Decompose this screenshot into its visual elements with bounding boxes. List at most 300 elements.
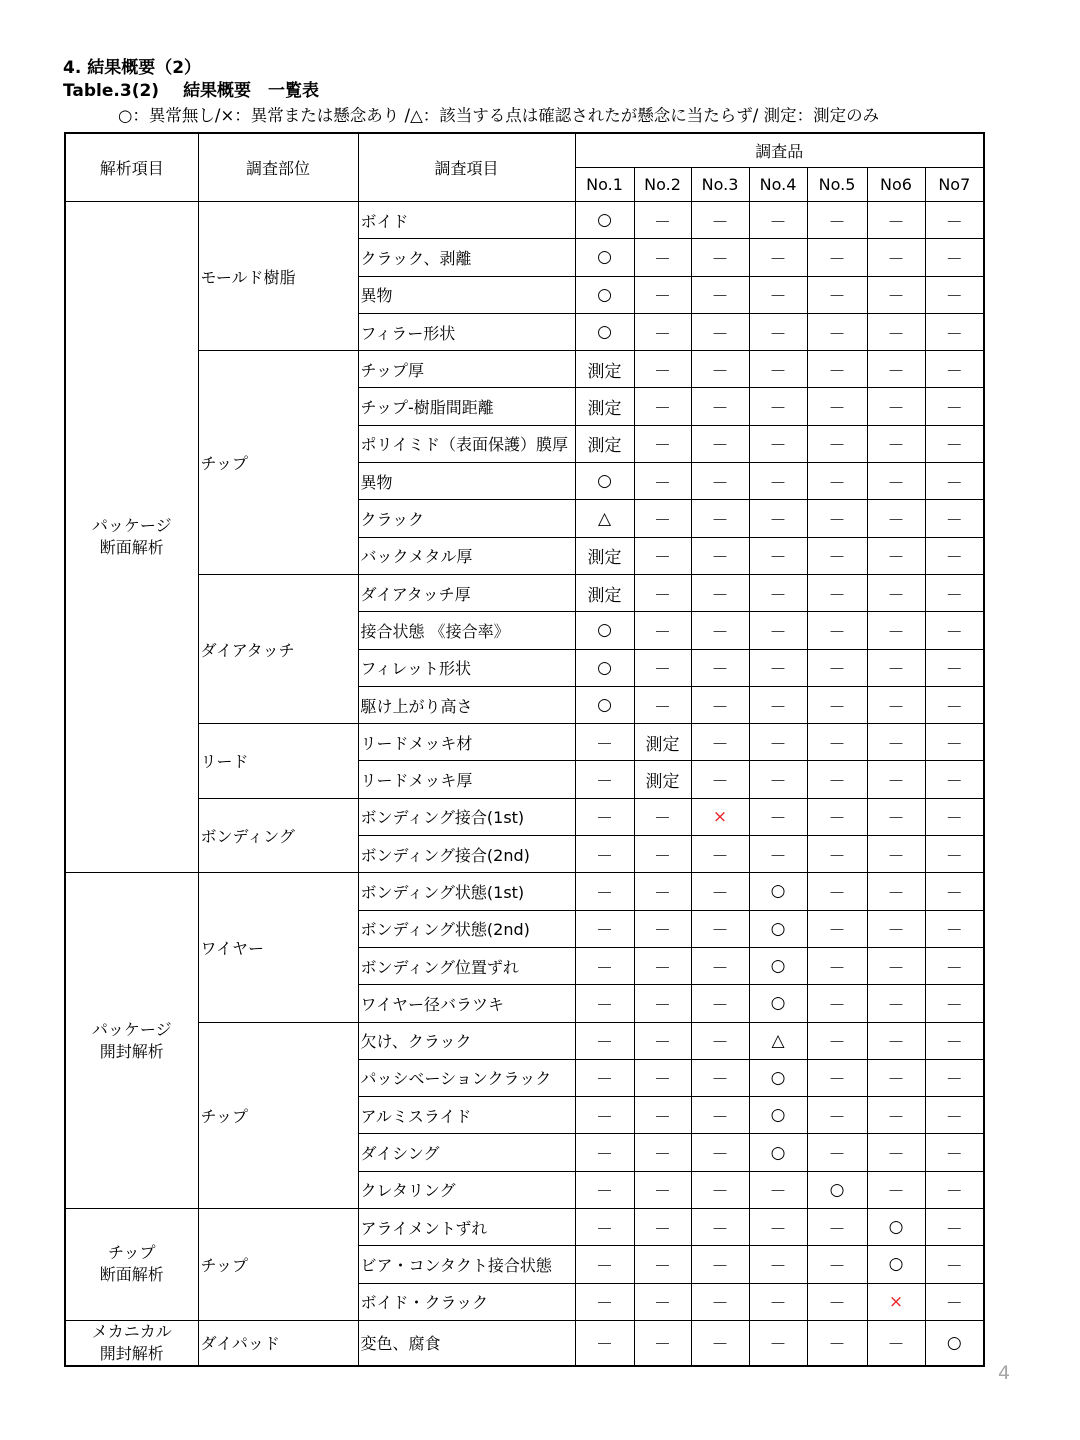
result-cell (691, 873, 749, 910)
result-cell (634, 612, 691, 649)
result-cell (807, 313, 867, 350)
result-cell (925, 947, 984, 984)
result-mark: － (711, 1145, 729, 1166)
results-table (64, 132, 985, 1367)
result-mark: － (711, 436, 729, 457)
result-mark: － (828, 324, 846, 345)
investigation-item: 変色、腐食 (358, 1320, 575, 1366)
header-sample: No6 (867, 168, 925, 202)
result-cell (749, 276, 807, 313)
result-cell (749, 1097, 807, 1134)
result-cell (749, 500, 807, 537)
result-mark: － (828, 1294, 846, 1315)
result-cell (634, 388, 691, 425)
result-cell (575, 537, 634, 574)
investigation-item: ワイヤー径バラツキ (358, 985, 575, 1022)
result-cell (749, 612, 807, 649)
result-mark: － (828, 1335, 846, 1356)
result-cell (925, 500, 984, 537)
result-cell (575, 276, 634, 313)
result-cell (691, 425, 749, 462)
result-mark: － (887, 921, 905, 942)
investigation-item: ボイド・クラック (358, 1283, 575, 1320)
result-mark: 測定 (587, 436, 622, 457)
result-mark: － (596, 1033, 613, 1054)
result-mark: － (828, 1219, 846, 1240)
investigation-item: チップ-樹脂間距離 (358, 388, 575, 425)
result-cell (634, 910, 691, 947)
result-cell (691, 724, 749, 761)
investigation-item: ビア・コンタクト接合状態 (358, 1246, 575, 1283)
result-mark: － (887, 622, 905, 643)
result-cell (807, 1246, 867, 1283)
result-mark: － (654, 1335, 671, 1356)
result-mark: 測定 (587, 399, 622, 420)
result-cell (634, 873, 691, 910)
result-mark: － (828, 995, 846, 1016)
result-cell (634, 202, 691, 239)
result-mark: － (828, 660, 846, 681)
investigation-item: クラック (358, 500, 575, 537)
result-mark: － (654, 436, 671, 457)
investigation-item: 異物 (358, 463, 575, 500)
result-mark: － (711, 697, 729, 718)
result-cell (634, 1171, 691, 1208)
result-mark: － (596, 1070, 613, 1091)
result-mark: － (828, 622, 846, 643)
investigation-item: 異物 (358, 276, 575, 313)
investigation-part: チップ (198, 351, 358, 575)
result-mark: － (654, 660, 671, 681)
result-mark: － (769, 660, 787, 681)
result-cell (749, 574, 807, 611)
result-mark: － (654, 1182, 671, 1203)
result-cell (575, 1022, 634, 1059)
result-mark: － (887, 697, 905, 718)
investigation-part: チップ (198, 1022, 358, 1208)
result-cell (867, 313, 925, 350)
table-number: Table.3(2) (63, 81, 160, 101)
result-mark: － (769, 585, 787, 606)
result-mark: － (945, 399, 963, 420)
result-cell (867, 351, 925, 388)
investigation-item: ボンディング接合(2nd) (358, 836, 575, 873)
result-cell (925, 873, 984, 910)
result-mark: － (945, 361, 963, 382)
analysis-category: パッケージ 開封解析 (65, 873, 198, 1209)
header-samples-group: 調査品 (575, 133, 984, 168)
result-cell (749, 239, 807, 276)
result-cell (575, 649, 634, 686)
result-cell (925, 1209, 984, 1246)
result-cell (749, 1134, 807, 1171)
investigation-item: ダイアタッチ厚 (358, 574, 575, 611)
result-mark: － (828, 734, 846, 755)
result-cell (749, 649, 807, 686)
result-mark: ○ (597, 471, 612, 492)
result-mark: △ (771, 1030, 785, 1051)
result-cell (867, 724, 925, 761)
result-cell (749, 425, 807, 462)
table-caption (63, 81, 319, 101)
result-cell (925, 1246, 984, 1283)
table-row (65, 202, 984, 239)
result-mark: － (828, 1033, 846, 1054)
result-mark: － (769, 548, 787, 569)
result-cell (867, 761, 925, 798)
investigation-item: ダイシング (358, 1134, 575, 1171)
result-cell (807, 463, 867, 500)
result-cell (634, 1246, 691, 1283)
result-mark: － (769, 734, 787, 755)
result-mark: ○ (888, 1254, 904, 1275)
table-row (65, 724, 984, 761)
result-mark: － (828, 772, 846, 793)
result-mark: － (828, 361, 846, 382)
result-mark: － (945, 585, 963, 606)
result-mark: ○ (770, 956, 786, 977)
result-mark: － (945, 1219, 963, 1240)
result-cell (807, 612, 867, 649)
result-mark: － (711, 958, 729, 979)
result-cell (634, 985, 691, 1022)
result-cell (691, 1320, 749, 1366)
result-mark: ○ (770, 1067, 786, 1088)
result-mark: － (945, 1033, 963, 1054)
result-mark: － (769, 622, 787, 643)
result-cell (575, 761, 634, 798)
investigation-item: フィラー形状 (358, 313, 575, 350)
result-cell (634, 313, 691, 350)
result-mark: － (769, 1294, 787, 1315)
result-mark: ○ (597, 247, 612, 268)
result-cell (807, 239, 867, 276)
result-cell (807, 202, 867, 239)
result-mark: － (828, 1256, 846, 1277)
header-investigation-part: 調査部位 (198, 133, 358, 202)
result-mark: － (654, 361, 671, 382)
result-mark: － (711, 772, 729, 793)
result-mark: － (887, 809, 905, 830)
investigation-part: リード (198, 724, 358, 799)
result-cell (925, 1097, 984, 1134)
result-mark: ○ (597, 695, 612, 715)
result-cell (575, 1283, 634, 1320)
investigation-part: ワイヤー (198, 873, 358, 1022)
result-cell (691, 1134, 749, 1171)
result-cell (634, 761, 691, 798)
result-cell (691, 500, 749, 537)
result-cell (807, 425, 867, 462)
result-mark: － (828, 473, 846, 494)
result-mark: － (945, 287, 963, 308)
result-cell (807, 724, 867, 761)
result-mark: × (888, 1291, 904, 1312)
result-cell (691, 1097, 749, 1134)
result-cell (691, 798, 749, 835)
result-cell (867, 574, 925, 611)
result-cell (925, 1320, 984, 1366)
result-mark: － (654, 1256, 671, 1277)
result-cell (634, 276, 691, 313)
result-cell (749, 1246, 807, 1283)
result-cell (691, 947, 749, 984)
result-cell (634, 1059, 691, 1096)
result-cell (807, 500, 867, 537)
result-cell (925, 351, 984, 388)
result-mark: － (596, 1182, 613, 1203)
header-analysis-item: 解析項目 (65, 133, 198, 202)
result-cell (575, 612, 634, 649)
result-mark: － (887, 1070, 905, 1091)
result-mark: － (769, 697, 787, 718)
result-mark: － (828, 846, 846, 867)
result-cell (691, 388, 749, 425)
result-cell (634, 425, 691, 462)
result-mark: － (596, 734, 613, 755)
result-mark: － (828, 1107, 846, 1128)
result-mark: － (654, 511, 671, 532)
result-cell (575, 985, 634, 1022)
result-cell (749, 947, 807, 984)
result-mark: － (828, 1070, 846, 1091)
result-cell (634, 500, 691, 537)
result-cell (575, 202, 634, 239)
result-mark: － (654, 212, 671, 233)
result-cell (867, 1022, 925, 1059)
result-cell (807, 388, 867, 425)
result-mark: △ (597, 508, 612, 529)
table-row (65, 1022, 984, 1059)
result-mark: － (945, 1107, 963, 1128)
result-cell (807, 649, 867, 686)
result-cell (807, 947, 867, 984)
result-cell (749, 537, 807, 574)
result-mark: － (654, 995, 671, 1016)
result-cell (867, 202, 925, 239)
investigation-item: ポリイミド（表面保護）膜厚 (358, 425, 575, 462)
result-mark: － (654, 399, 671, 420)
header-investigation-item: 調査項目 (358, 133, 575, 202)
result-mark: － (711, 921, 729, 942)
result-mark: － (654, 473, 671, 494)
result-mark: － (711, 1294, 729, 1315)
result-cell (925, 239, 984, 276)
result-mark: － (596, 1107, 613, 1128)
result-mark: － (887, 473, 905, 494)
result-mark: － (828, 1145, 846, 1166)
result-cell (575, 1320, 634, 1366)
result-mark: － (828, 697, 846, 718)
result-mark: － (887, 846, 905, 867)
result-cell (749, 463, 807, 500)
result-mark: － (711, 995, 729, 1016)
result-mark: － (945, 622, 963, 643)
result-mark: － (887, 1033, 905, 1054)
result-mark: － (769, 1335, 787, 1356)
investigation-item: ボンディング接合(1st) (358, 798, 575, 835)
result-mark: － (887, 287, 905, 308)
result-mark: － (711, 287, 729, 308)
result-cell (749, 1209, 807, 1246)
table-row (65, 798, 984, 835)
result-cell (634, 1320, 691, 1366)
result-mark: ○ (946, 1332, 962, 1353)
result-mark: 測定 (587, 361, 622, 382)
result-cell (575, 910, 634, 947)
result-mark: － (945, 958, 963, 979)
result-mark: － (596, 1294, 613, 1315)
result-cell (807, 836, 867, 873)
result-cell (575, 313, 634, 350)
table-title: 結果概要 一覧表 (183, 81, 320, 101)
result-cell (807, 1171, 867, 1208)
result-mark: × (712, 806, 728, 827)
result-mark: － (654, 548, 671, 569)
result-cell (867, 836, 925, 873)
result-mark: － (596, 846, 613, 867)
result-cell (575, 724, 634, 761)
result-mark: － (945, 846, 963, 867)
result-mark: － (711, 1107, 729, 1128)
result-mark: ○ (770, 1142, 786, 1163)
result-mark: － (711, 734, 729, 755)
result-cell (867, 910, 925, 947)
result-cell (634, 649, 691, 686)
result-cell (749, 724, 807, 761)
result-cell (925, 276, 984, 313)
result-mark: － (769, 511, 787, 532)
header-sample: No.1 (575, 168, 634, 202)
result-cell (691, 686, 749, 723)
result-cell (691, 649, 749, 686)
result-cell (925, 798, 984, 835)
result-mark: － (887, 436, 905, 457)
result-mark: － (769, 846, 787, 867)
result-mark: － (596, 995, 613, 1016)
result-mark: ○ (597, 620, 612, 641)
result-mark: － (596, 1256, 613, 1277)
result-cell (691, 239, 749, 276)
investigation-item: リードメッキ材 (358, 724, 575, 761)
result-cell (575, 239, 634, 276)
result-mark: － (769, 287, 787, 308)
investigation-item: 接合状態 《接合率》 (358, 612, 575, 649)
result-mark: － (769, 1219, 787, 1240)
result-cell (691, 985, 749, 1022)
result-cell (925, 985, 984, 1022)
result-cell (749, 313, 807, 350)
investigation-item: フィレット形状 (358, 649, 575, 686)
result-mark: ○ (597, 210, 612, 231)
result-mark: － (945, 511, 963, 532)
result-cell (749, 910, 807, 947)
result-mark: － (887, 883, 905, 904)
header-sample: No.4 (749, 168, 807, 202)
result-cell (691, 537, 749, 574)
result-mark: 測定 (587, 548, 622, 569)
result-cell (867, 1171, 925, 1208)
result-cell (749, 873, 807, 910)
result-mark: － (654, 1294, 671, 1315)
result-mark: － (711, 585, 729, 606)
result-mark: － (945, 324, 963, 345)
investigation-part: ボンディング (198, 798, 358, 873)
result-mark: － (654, 324, 671, 345)
result-mark: － (945, 1145, 963, 1166)
result-mark: － (711, 1335, 729, 1356)
header-sample: No.2 (634, 168, 691, 202)
result-mark: － (887, 734, 905, 755)
result-mark: － (887, 995, 905, 1016)
investigation-item: ボイド (358, 202, 575, 239)
result-cell (634, 574, 691, 611)
result-cell (867, 1134, 925, 1171)
result-mark: － (828, 212, 846, 233)
result-mark: － (887, 548, 905, 569)
result-cell (925, 574, 984, 611)
result-mark: － (887, 585, 905, 606)
result-cell (807, 873, 867, 910)
table-row (65, 873, 984, 910)
result-mark: － (828, 809, 846, 830)
result-cell (867, 537, 925, 574)
result-mark: － (887, 361, 905, 382)
result-cell (749, 836, 807, 873)
result-mark: － (769, 436, 787, 457)
result-cell (807, 574, 867, 611)
result-cell (691, 910, 749, 947)
result-cell (575, 1097, 634, 1134)
result-cell (691, 574, 749, 611)
result-mark: － (945, 548, 963, 569)
result-mark: － (945, 660, 963, 681)
result-mark: － (711, 249, 729, 270)
result-mark: － (945, 697, 963, 718)
result-mark: － (596, 772, 613, 793)
result-cell (925, 761, 984, 798)
result-cell (691, 313, 749, 350)
result-cell (634, 239, 691, 276)
result-cell (575, 425, 634, 462)
result-cell (807, 1320, 867, 1366)
result-cell (867, 276, 925, 313)
result-mark: － (945, 809, 963, 830)
result-mark: － (887, 772, 905, 793)
result-cell (691, 351, 749, 388)
result-cell (867, 1246, 925, 1283)
result-mark: － (945, 249, 963, 270)
result-cell (749, 1059, 807, 1096)
result-mark: － (887, 511, 905, 532)
result-mark: ○ (597, 284, 612, 305)
result-cell (807, 761, 867, 798)
result-mark: － (654, 1145, 671, 1166)
result-mark: － (945, 1256, 963, 1277)
result-cell (691, 1209, 749, 1246)
result-mark: － (596, 1145, 613, 1166)
investigation-item: アライメントずれ (358, 1209, 575, 1246)
result-cell (749, 388, 807, 425)
result-mark: － (887, 249, 905, 270)
page-number: 4 (998, 1362, 1011, 1384)
result-mark: － (887, 1182, 905, 1203)
result-cell (749, 1283, 807, 1320)
result-cell (807, 1134, 867, 1171)
result-mark: － (769, 1182, 787, 1203)
result-mark: － (945, 734, 963, 755)
result-cell (691, 612, 749, 649)
